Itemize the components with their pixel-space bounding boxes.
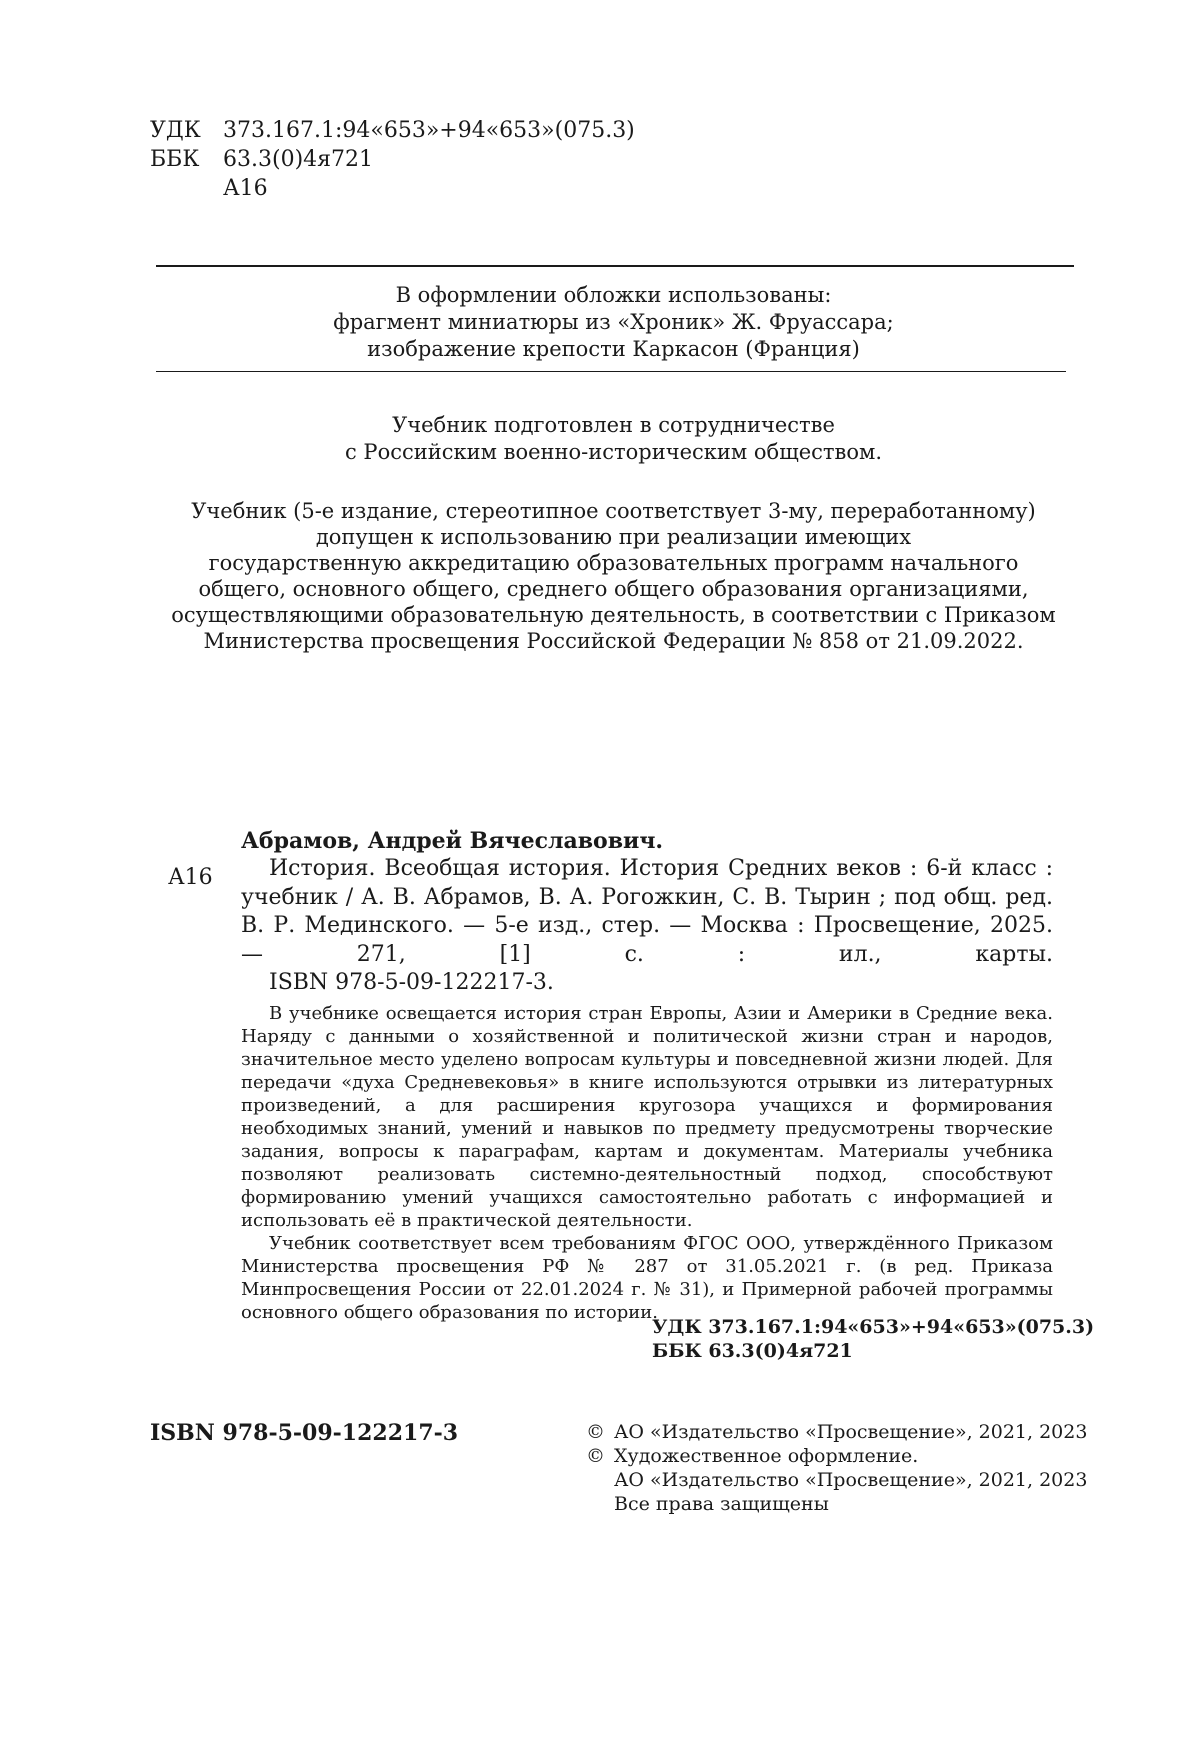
author-code-row — [150, 174, 635, 203]
cooperation-line: Учебник подготовлен в сотрудничестве — [392, 413, 835, 437]
bbk-label: ББК — [150, 147, 200, 172]
approval-line: допущен к использованию при реализации имеющих — [315, 525, 912, 549]
author-code: А16 — [223, 176, 268, 201]
copyright-text: АО «Издательство «Просвещение», 2021, 2023 — [614, 1469, 1088, 1491]
copyright-row — [586, 1444, 1087, 1468]
copyright-row — [586, 1420, 1087, 1444]
cooperation-line: с Российским военно-историческим обществом. — [345, 440, 882, 464]
cooperation-note — [156, 412, 1071, 466]
cover-note-line: В оформлении обложки использованы: — [395, 283, 832, 307]
copyright-row — [586, 1468, 1087, 1492]
annotation-paragraph: Учебник соответствует всем требованиям ФГОС ООО, утверждённого Приказом Министерства просвещения РФ № 287 от 31.05.2021 г. (в ред. Приказа Минпросвещения России от 22.01.2024 г. № 31), и Примерной рабочей программы основного общего образования по истории. — [241, 1232, 1053, 1323]
annotation-paragraph: В учебнике освещается история стран Европы, Азии и Америки в Средние века. Наряду с данными о хозяйственной и политической жизни стран и народов, значительное место уделено вопросам культуры и повседневной жизни людей. Для передачи «духа Средневековья» в книге используются отрывки из литературных произведений, а для расширения кругозора учащихся и формирования необходимых знаний, умений и навыков по предмету предусмотрены творческие задания, вопросы к параграфам, картам и документам. Материалы учебника позволяют реализовать системно-деятельностный подход, способствуют формированию умений учащихся самостоятельно работать с информацией и использовать её в практической деятельности. — [241, 1002, 1053, 1231]
approval-line: государственную аккредитацию образовательных программ начального — [208, 551, 1019, 575]
approval-line: общего, основного общего, среднего общего образования организациями, — [198, 577, 1029, 601]
approval-line: Учебник (5-е издание, стереотипное соответствует 3-му, переработанному) — [191, 499, 1036, 523]
approval-note — [156, 498, 1071, 654]
bbk-row — [150, 145, 635, 174]
copyright-text: АО «Издательство «Просвещение», 2021, 2023 — [614, 1421, 1088, 1443]
copyright-icon: © — [586, 1445, 605, 1467]
udk-row — [150, 116, 635, 145]
catalog-author-code: А16 — [168, 865, 213, 890]
catalog-classification — [652, 1315, 1094, 1363]
approval-line: осуществляющими образовательную деятельность, в соответствии с Приказом — [171, 603, 1056, 627]
udk-value: 373.167.1:94«653»+94«653»(075.3) — [223, 118, 635, 143]
copyright-icon: © — [586, 1421, 605, 1443]
cover-note — [156, 282, 1071, 363]
annotation — [241, 1002, 1053, 1324]
udk-label: УДК — [150, 118, 201, 143]
bbk-value: 63.3(0)4я721 — [223, 147, 374, 172]
catalog-author: Абрамов, Андрей Вячеславович. — [241, 828, 664, 854]
cover-note-line: фрагмент миниатюры из «Хроник» Ж. Фруассара; — [333, 310, 894, 334]
catalog-bbk: ББК 63.3(0)4я721 — [652, 1340, 853, 1362]
cover-note-line: изображение крепости Каркасон (Франция) — [367, 337, 860, 361]
top-divider — [156, 265, 1074, 267]
isbn: ISBN 978-5-09-122217-3 — [150, 1420, 459, 1446]
copyright-text: Художественное оформление. — [614, 1445, 919, 1467]
catalog-card — [241, 827, 1053, 1324]
middle-divider — [156, 371, 1066, 372]
catalog-isbn: ISBN 978-5-09-122217-3. — [269, 970, 554, 995]
approval-line: Министерства просвещения Российской Федерации № 858 от 21.09.2022. — [203, 629, 1024, 653]
catalog-udk: УДК 373.167.1:94«653»+94«653»(075.3) — [652, 1316, 1095, 1338]
classification-block — [150, 116, 635, 203]
copyright-block — [586, 1420, 1087, 1516]
copyright-row — [586, 1492, 1087, 1516]
bibliographic-description: История. Всеобщая история. История Средних веков : 6-й класс : учебник / А. В. Абрамов, В. А. Рогожкин, С. В. Тырин ; под общ. ред. В. Р. Мединского. — 5-е изд., стер. — Москва : Просвещение, 2025. — 271, [1] с. : ил., карты. — [241, 856, 1053, 967]
rights-reserved: Все права защищены — [614, 1493, 829, 1515]
